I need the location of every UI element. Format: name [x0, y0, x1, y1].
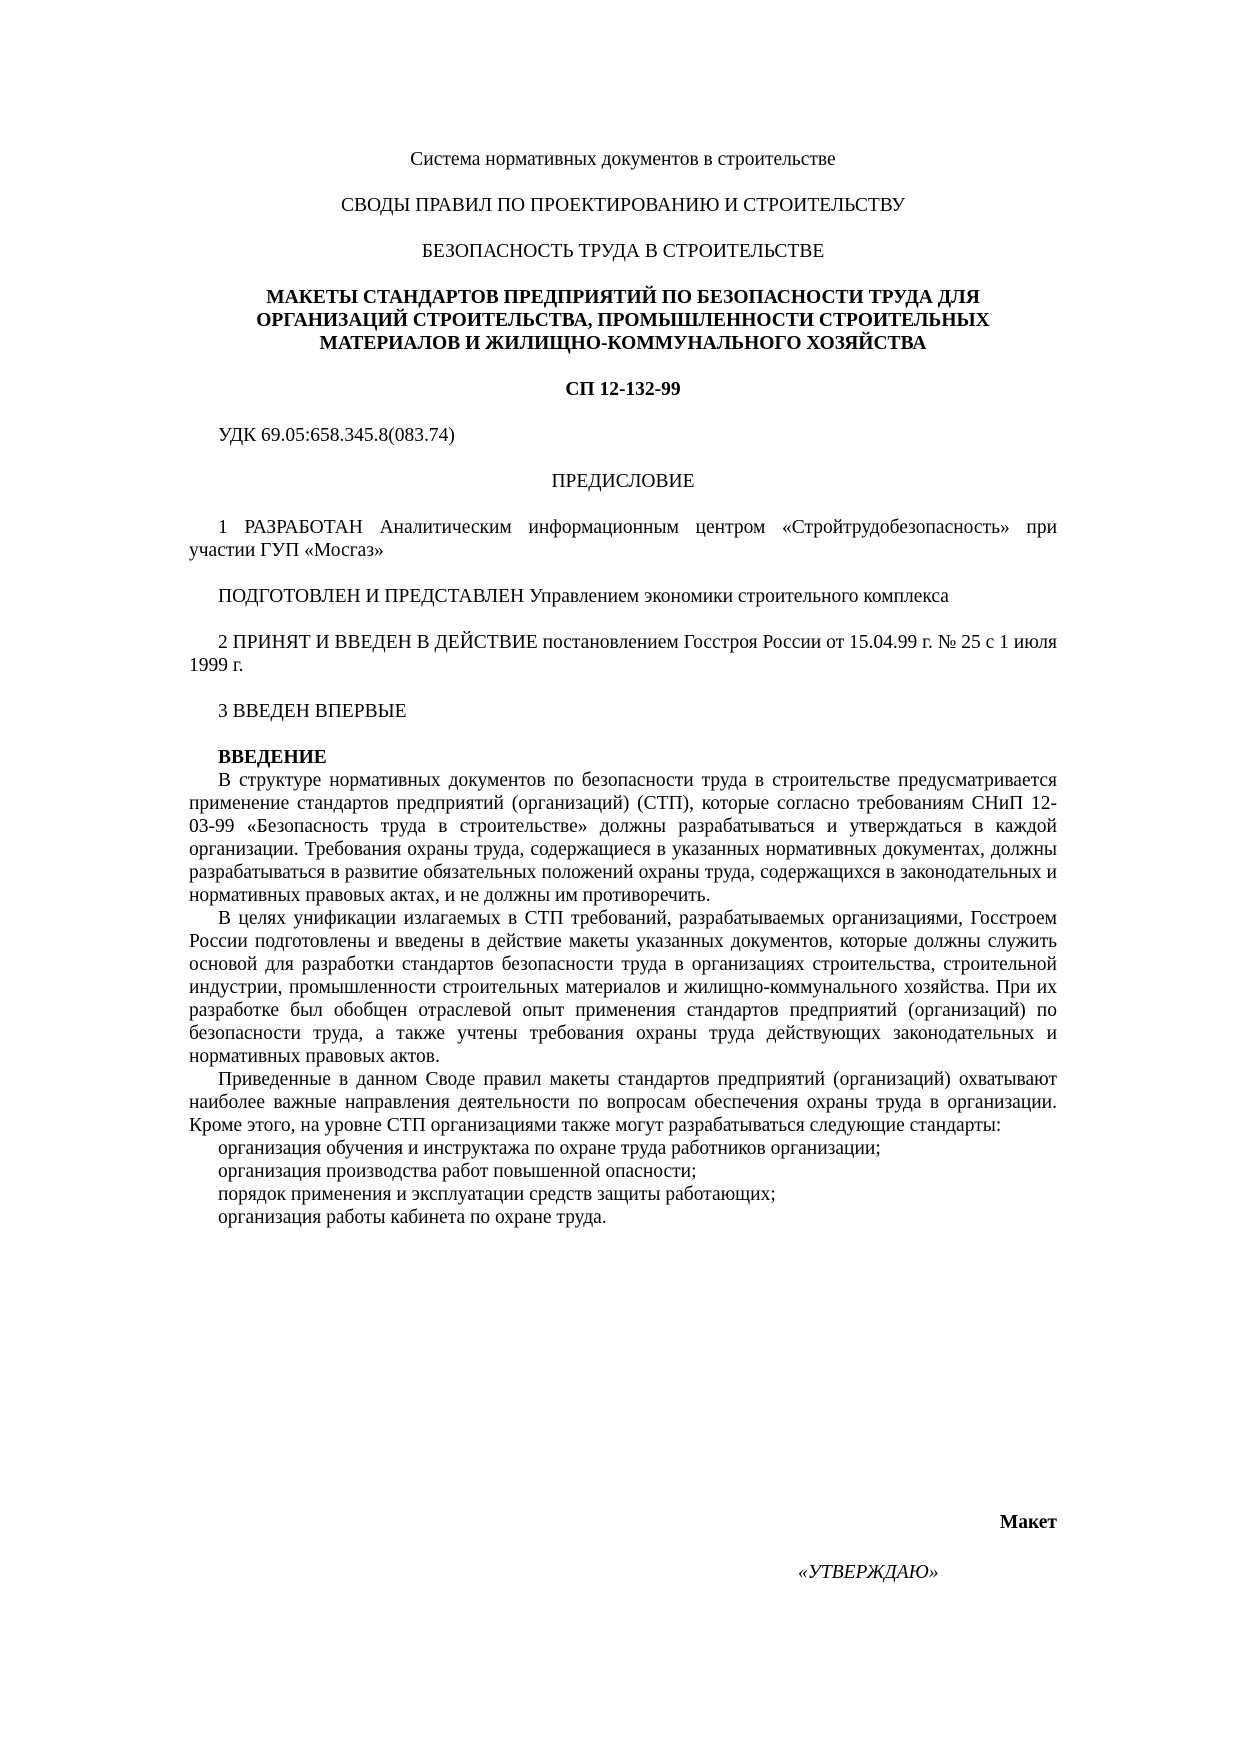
approve-label: «УТВЕРЖДАЮ»: [798, 1562, 939, 1583]
preface-item-2: 2 ПРИНЯТ И ВВЕДЕН В ДЕЙСТВИЕ постановлением Госстроя России от 15.04.99 г. № 25 с 1 июля 1999 г.: [189, 632, 1057, 676]
preface-prepared: ПОДГОТОВЛЕН И ПРЕДСТАВЛЕН Управлением экономики строительного комплекса: [218, 586, 949, 607]
list-item: организация обучения и инструктажа по охране труда работников организации;: [218, 1138, 881, 1159]
preface-item-1: 1 РАЗРАБОТАН Аналитическим информационным центром «Стройтрудобезопасность» при участии ГУП «Мосгаз»: [189, 517, 1057, 561]
list-item: организация работы кабинета по охране труда.: [218, 1207, 607, 1228]
topic-line: БЕЗОПАСНОСТЬ ТРУДА В СТРОИТЕЛЬСТВЕ: [421, 241, 825, 262]
document-title: МАКЕТЫ СТАНДАРТОВ ПРЕДПРИЯТИЙ ПО БЕЗОПАСНОСТИ ТРУДА ДЛЯ ОРГАНИЗАЦИЙ СТРОИТЕЛЬСТВА, ПРОМЫШЛЕННОСТИ СТРОИТЕЛЬНЫХ МАТЕРИАЛОВ И ЖИЛИЩНО-КОММУНАЛЬНОГО ХОЗЯЙСТВА: [256, 287, 990, 354]
udk-line: УДК 69.05:658.345.8(083.74): [218, 425, 455, 446]
preface-item-3: 3 ВВЕДЕН ВПЕРВЫЕ: [218, 701, 407, 722]
preface-heading: ПРЕДИСЛОВИЕ: [551, 471, 695, 492]
codes-line: СВОДЫ ПРАВИЛ ПО ПРОЕКТИРОВАНИЮ И СТРОИТЕЛЬСТВУ: [340, 195, 906, 216]
maket-label: Макет: [999, 1512, 1057, 1533]
list-item: организация производства работ повышенной опасности;: [218, 1161, 697, 1182]
intro-paragraph-3: Приведенные в данном Своде правил макеты стандартов предприятий (организаций) охватывают наиболее важные направления деятельности по вопросам обеспечения охраны труда в организации. Кроме этого, на уровне СТП организациями также могут разрабатываться следующие стандарты:: [189, 1069, 1057, 1136]
intro-heading: ВВЕДЕНИЕ: [218, 747, 327, 768]
document-body: [189, 148, 1057, 1229]
intro-paragraph-1: В структуре нормативных документов по безопасности труда в строительстве предусматривается применение стандартов предприятий (организаций) (СТП), которые согласно требованиям СНиП 12-03-99 «Безопасность труда в строительстве» должны разрабатываться и утверждаться в каждой организации. Требования охраны труда, содержащиеся в указанных нормативных документах, должны разрабатываться в развитие обязательных положений охраны труда, содержащихся в законодательных и нормативных правовых актах, и не должны им противоречить.: [189, 770, 1057, 906]
intro-paragraph-2: В целях унификации излагаемых в СТП требований, разрабатываемых организациями, Госстроем России подготовлены и введены в действие макеты указанных документов, которые должны служить основой для разработки стандартов безопасности труда в организациях строительства, строительной индустрии, промышленности строительных материалов и жилищно-коммунального хозяйства. При их разработке был обобщен отраслевой опыт применения стандартов предприятий (организаций) по безопасности труда, а также учтены требования охраны труда действующих законодательных и нормативных правовых актов.: [189, 908, 1057, 1067]
system-line: Система нормативных документов в строительстве: [410, 149, 836, 170]
list-item: порядок применения и эксплуатации средств защиты работающих;: [218, 1184, 776, 1205]
document-code: СП 12-132-99: [565, 379, 681, 400]
